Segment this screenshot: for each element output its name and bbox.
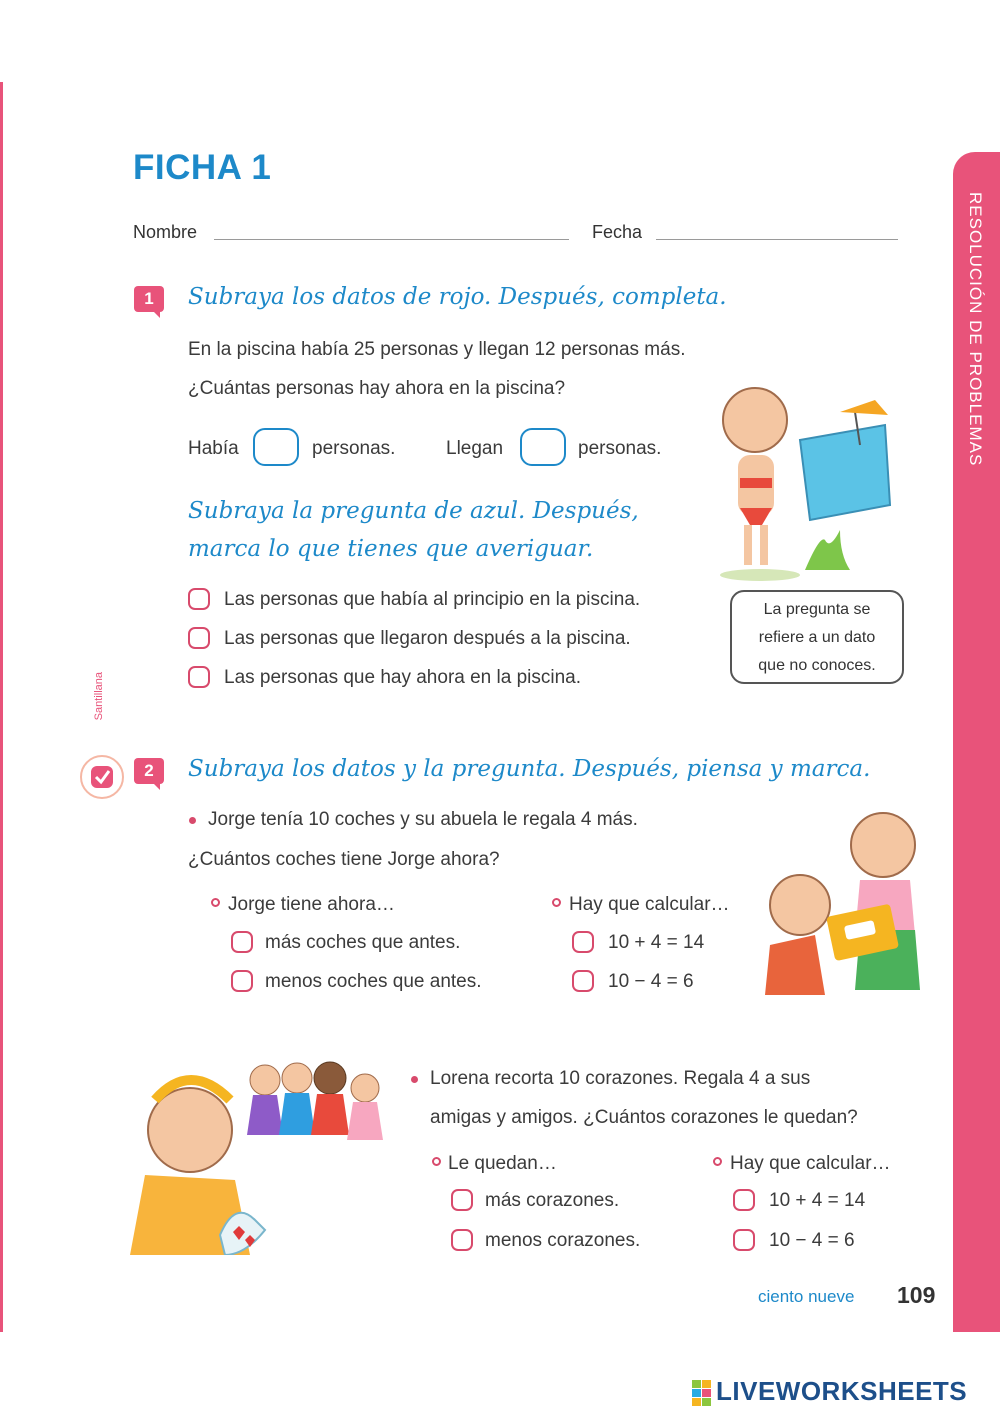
problem-question: ¿Cuántas personas hay ahora en la piscina?: [188, 378, 566, 399]
problem-line: En la piscina había 25 personas y llegan 12 personas más.: [188, 339, 686, 360]
exercise-instruction: Subraya los datos de rojo. Después, completa.: [188, 284, 727, 310]
liveworksheets-brand: LIVEWORKSHEETS: [716, 1376, 968, 1406]
problem-line: Lorena recorta 10 corazones. Regala 4 a sus: [430, 1068, 811, 1089]
option-label: Las personas que había al principio en la piscina.: [224, 589, 641, 610]
habia-answer-box[interactable]: [253, 428, 299, 466]
liveworksheets-logo-icon: [692, 1380, 712, 1406]
girl-pool-illustration: [700, 370, 940, 595]
option-checkbox[interactable]: [733, 1189, 755, 1211]
exercise-instruction: Subraya los datos y la pregunta. Después, piensa y marca.: [188, 756, 871, 782]
option-label: 10 + 4 = 14: [769, 1190, 866, 1211]
option-checkbox[interactable]: [231, 931, 253, 953]
option-label: 10 − 4 = 6: [608, 971, 694, 992]
personas-label: personas.: [578, 438, 662, 459]
option-checkbox[interactable]: [188, 588, 210, 610]
option-label: más coches que antes.: [265, 932, 461, 953]
bullet: [189, 817, 196, 824]
side-tab-label: RESOLUCIÓN DE PROBLEMAS: [966, 192, 985, 467]
personas-label: personas.: [312, 438, 396, 459]
ring-bullet: [713, 1157, 722, 1166]
bubble-line: La pregunta se: [763, 601, 871, 618]
option-label: Las personas que llegaron después a la piscina.: [224, 628, 631, 649]
instruction-2-line1: Subraya la pregunta de azul. Después,: [188, 498, 639, 524]
option-checkbox[interactable]: [572, 931, 594, 953]
exercise-number-badge: 1: [134, 286, 164, 312]
ring-bullet: [211, 898, 220, 907]
jorge-grandma-illustration: [755, 805, 935, 1000]
sub-heading: Hay que calcular…: [730, 1153, 891, 1174]
option-checkbox[interactable]: [188, 627, 210, 649]
nombre-line[interactable]: [214, 239, 569, 240]
option-checkbox[interactable]: [572, 970, 594, 992]
option-checkbox[interactable]: [231, 970, 253, 992]
bullet: [411, 1076, 418, 1083]
option-label: menos coches que antes.: [265, 971, 482, 992]
page-left-border: [0, 82, 3, 1332]
problem-question: ¿Cuántos coches tiene Jorge ahora?: [188, 849, 500, 870]
option-label: 10 − 4 = 6: [769, 1230, 855, 1251]
problem-line: Jorge tenía 10 coches y su abuela le regala 4 más.: [208, 809, 638, 830]
option-checkbox[interactable]: [733, 1229, 755, 1251]
exercise-number-badge: 2: [134, 758, 164, 784]
sub-heading: Jorge tiene ahora…: [228, 894, 395, 915]
nombre-label: Nombre: [133, 222, 198, 242]
option-checkbox[interactable]: [451, 1229, 473, 1251]
page-number-words: ciento nueve: [758, 1287, 855, 1306]
option-label: Las personas que hay ahora en la piscina.: [224, 667, 582, 688]
option-label: menos corazones.: [485, 1230, 641, 1251]
fecha-line[interactable]: [656, 239, 898, 240]
bubble-line: que no conoces.: [758, 657, 876, 674]
sub-heading: Le quedan…: [448, 1153, 557, 1174]
llegan-answer-box[interactable]: [520, 428, 566, 466]
hint-speech-bubble: [730, 590, 904, 684]
sub-heading: Hay que calcular…: [569, 894, 730, 915]
bubble-line: refiere a un dato: [758, 629, 876, 646]
publisher-label: Santillana: [93, 672, 105, 721]
ring-bullet: [552, 898, 561, 907]
instruction-2-line2: marca lo que tienes que averiguar.: [188, 536, 594, 562]
option-label: más corazones.: [485, 1190, 620, 1211]
option-label: 10 + 4 = 14: [608, 932, 705, 953]
problem-question: amigas y amigos. ¿Cuántos corazones le quedan?: [430, 1107, 858, 1128]
ring-bullet: [432, 1157, 441, 1166]
check-icon: [80, 755, 124, 799]
lorena-hearts-illustration: [125, 1060, 395, 1255]
habia-label: Había: [188, 438, 239, 459]
side-tab: [953, 152, 1000, 1332]
page-title: FICHA 1: [133, 148, 272, 187]
llegan-label: Llegan: [446, 438, 504, 459]
fecha-label: Fecha: [592, 222, 643, 242]
option-checkbox[interactable]: [451, 1189, 473, 1211]
page-number: 109: [897, 1282, 936, 1308]
option-checkbox[interactable]: [188, 666, 210, 688]
